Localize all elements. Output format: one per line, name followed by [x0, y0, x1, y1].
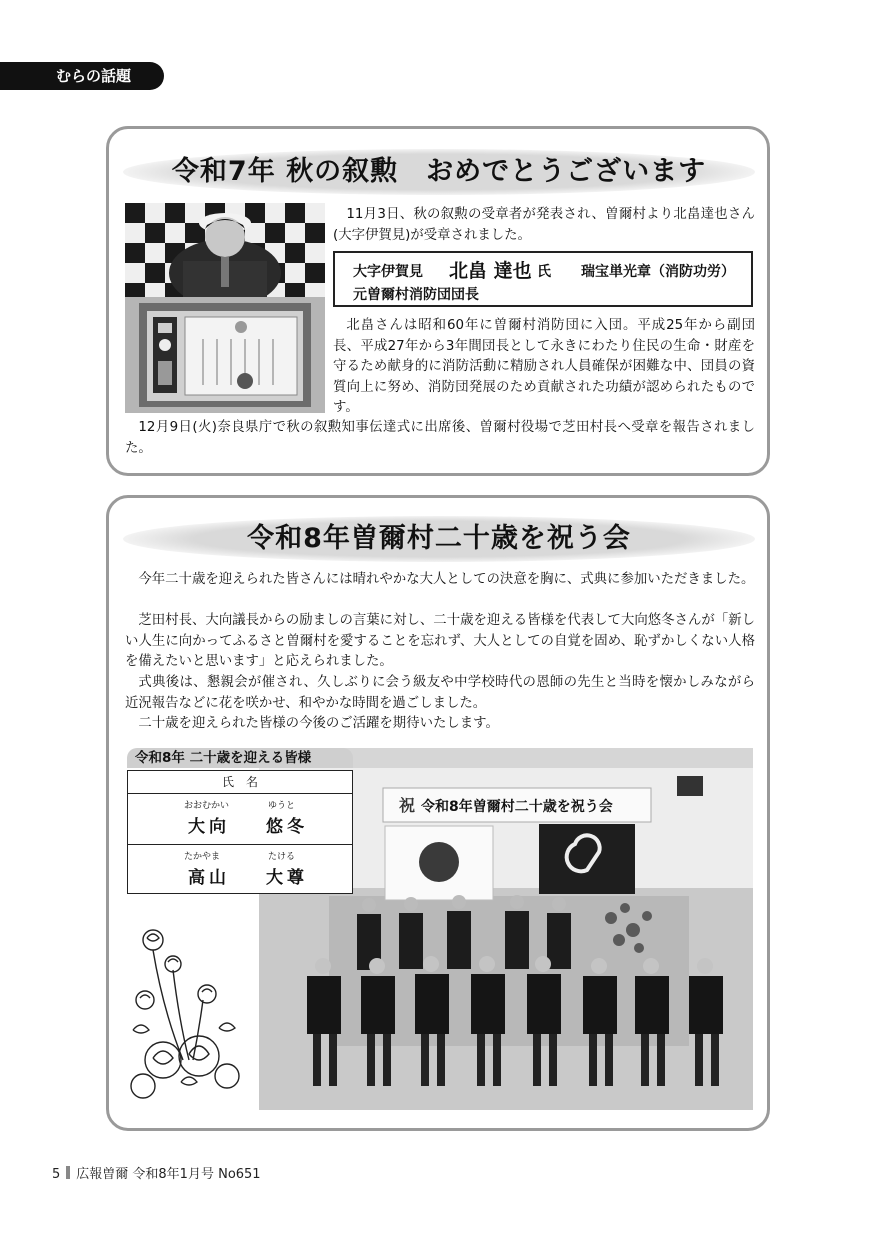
coming-of-age-paragraph-4: 二十歳を迎えられた皆様の今後のご活躍を期待いたします。 [138, 716, 499, 731]
person-1-family: 大向 [188, 817, 230, 837]
coming-of-age-paragraph-3: 式典後は、懇親会が催され、久しぶりに会う級友や中学校時代の恩師の先生と当時を懐かしみながら近況報告などに花を咲かせ、和やかな時間を過ごしました。 [125, 675, 755, 711]
article-decoration-paragraph-1: 11月3日、秋の叙勲の受章者が発表され、曽爾村より北畠達也さん(大字伊賀見)が受章されました。 [333, 207, 755, 243]
names-table-header: 氏 名 [128, 771, 352, 794]
names-table [127, 770, 353, 894]
ceremony-banner-mark: 祝 [399, 796, 416, 815]
award-photo-image [125, 203, 325, 413]
person-1-given: 悠冬 [266, 817, 308, 837]
article-coming-of-age [106, 495, 770, 1131]
article-decoration-paragraph-3: 12月9日(火)奈良県庁で秋の叙勲知事伝達式に出席後、曽爾村役場で芝田村長へ受章を報告されました。 [125, 420, 755, 456]
names-heading: 令和8年 二十歳を迎える皆様 [127, 748, 353, 768]
honoree-box [333, 251, 753, 307]
page-footer [52, 1163, 261, 1182]
honoree-name: 北畠 達也 [449, 260, 532, 282]
ceremony-banner-text: 令和8年曽爾村二十歳を祝う会 [421, 799, 613, 815]
person-2-family: 高山 [188, 868, 230, 888]
honoree-district: 大字伊賀見 [353, 264, 423, 280]
footer-divider [66, 1166, 70, 1179]
section-tab: むらの話題 [0, 62, 164, 90]
honoree-award: 瑞宝単光章（消防功労） [581, 264, 735, 280]
coming-of-age-paragraph-1: 今年二十歳を迎えられた皆さんには晴れやかな大人としての決意を胸に、式典に参加いただきました。 [138, 572, 755, 587]
page-number: 5 [52, 1167, 61, 1182]
names-table-row [128, 845, 352, 895]
award-photo [125, 203, 325, 413]
person-1-reading-family: おおむかい [184, 801, 230, 811]
honoree-former-title: 元曽爾村消防団団長 [353, 287, 479, 303]
honoree-suffix: 氏 [537, 264, 551, 280]
names-table-row [128, 794, 352, 845]
rose-illustration [123, 910, 253, 1100]
article-decoration [106, 126, 770, 476]
person-2-reading-family: たかやま [184, 852, 221, 862]
person-2-given: 大尊 [266, 868, 308, 888]
person-2-reading-given: たける [268, 852, 296, 862]
publication-info: 広報曽爾 令和8年1月号 No651 [76, 1167, 261, 1182]
article-coming-of-age-title: 令和8年曽爾村二十歳を祝う会 [123, 516, 755, 562]
article-decoration-paragraph-2: 北畠さんは昭和60年に曽爾村消防団に入団。平成25年から副団長、平成27年から3年間団長として永きにわたり住民の生命・財産を守るため献身的に消防活動に精励され人員確保が困難な中、団員の資質向上に努め、消防団発展のため貢献された功績が認められたものです。 [333, 318, 755, 415]
coming-of-age-paragraph-2: 芝田村長、大向議長からの励ましの言葉に対し、二十歳を迎える皆様を代表して大向悠冬さんが「新しい人生に向かってふるさと曽爾村を愛することを忘れず、大人としての自覚を固め、恥ずかしくない人格を備えたいと思います」と応えられました。 [125, 613, 755, 669]
article-decoration-title: 令和7年 秋の叙勲 おめでとうございます [123, 149, 755, 195]
person-1-reading-given: ゆうと [268, 801, 296, 811]
